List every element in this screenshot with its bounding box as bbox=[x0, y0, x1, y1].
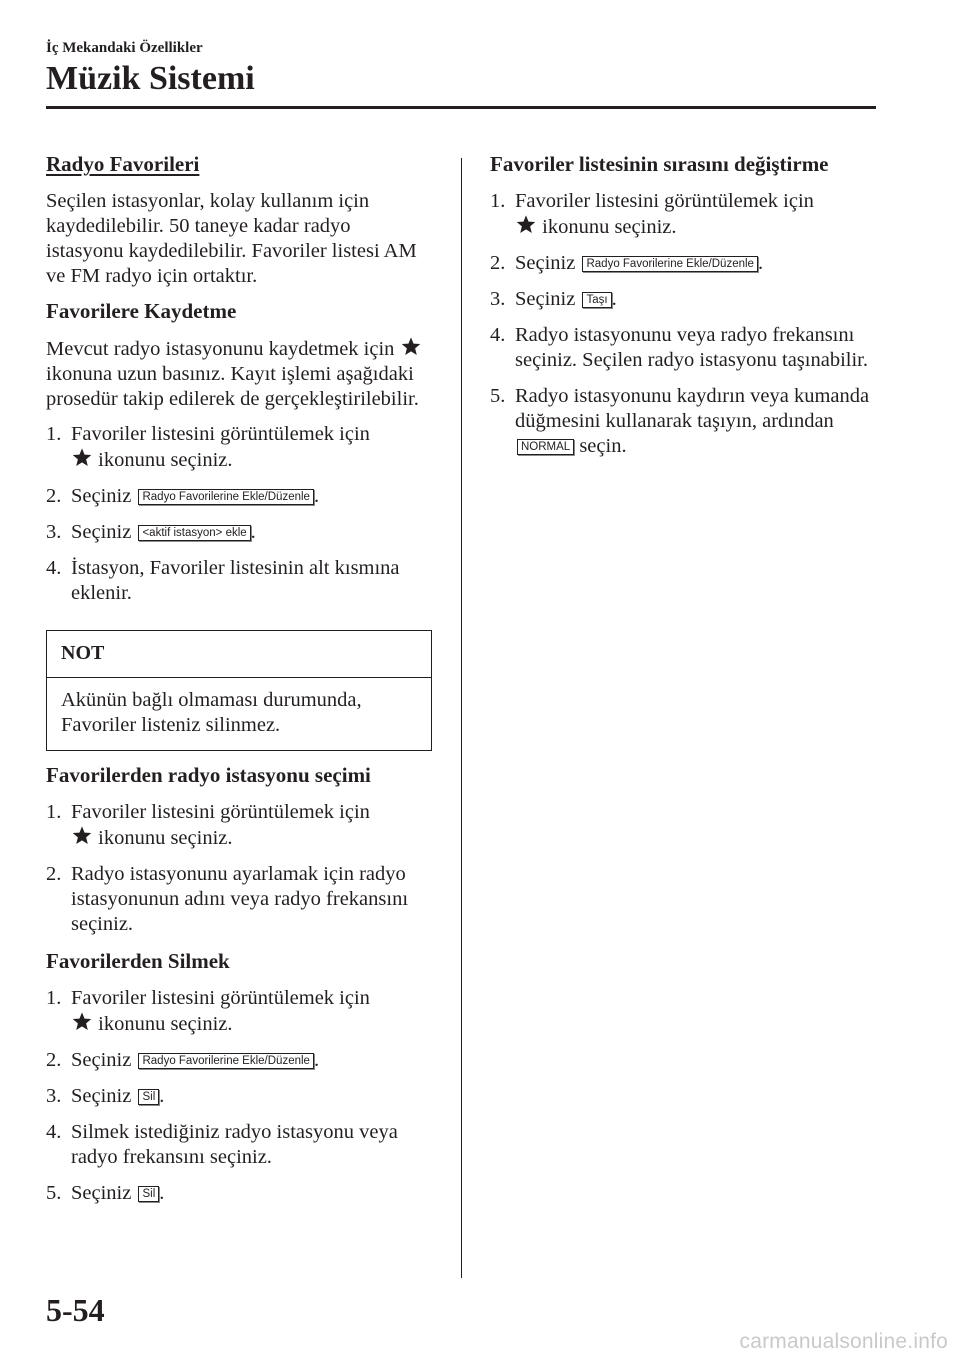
page-title: Müzik Sistemi bbox=[46, 60, 255, 97]
add-active-station-button[interactable]: <aktif istasyon> ekle bbox=[138, 525, 250, 541]
list-item bbox=[46, 862, 432, 937]
step-number: 4. bbox=[46, 557, 62, 579]
list-item: 2. Seçiniz Radyo Favorilerine Ekle/Düzenle . bbox=[490, 252, 764, 274]
header-rule bbox=[46, 106, 876, 109]
subheading-reorder: Favoriler listesinin sırasını değiştirme bbox=[490, 152, 829, 176]
step-text: Radyo istasyonunu veya radyo frekansını seçiniz. Seçilen radyo istasyonu taşınabilir. bbox=[515, 324, 868, 371]
step-number: 3. bbox=[490, 288, 506, 310]
step-number: 1. bbox=[46, 801, 62, 823]
step-text: Seçiniz bbox=[71, 521, 132, 543]
list-item: 3. Seçiniz Sil . bbox=[46, 1085, 165, 1107]
step-text: seçin. bbox=[579, 435, 627, 457]
list-item bbox=[46, 422, 432, 473]
delete-steps bbox=[46, 986, 432, 1206]
section-heading-radio-favorites: Radyo Favorileri bbox=[46, 152, 200, 176]
save-steps bbox=[46, 422, 432, 606]
step-text: ikonunu seçiniz. bbox=[542, 216, 677, 238]
step-text: Seçiniz bbox=[71, 1085, 132, 1107]
list-item bbox=[490, 323, 890, 373]
list-item: 3. Seçiniz <aktif istasyon> ekle . bbox=[46, 521, 256, 543]
step-number: 5. bbox=[46, 1182, 62, 1204]
subheading-select: Favorilerden radyo istasyonu seçimi bbox=[46, 763, 371, 787]
delete-button[interactable]: Sil bbox=[138, 1186, 159, 1202]
page-number: 5-54 bbox=[46, 1292, 105, 1328]
list-item bbox=[46, 556, 432, 606]
intro-paragraph: Seçilen istasyonlar, kolay kullanım için kaydedilebilir. 50 taneye kadar radyo istasyonu kaydedilebilir. Favoriler listesi AM ve FM radyo için ortaktır. bbox=[46, 190, 417, 287]
section-label: İç Mekandaki Özellikler bbox=[46, 40, 203, 56]
list-item: 2. Seçiniz Radyo Favorilerine Ekle/Düzenle . bbox=[46, 1049, 320, 1071]
step-text: Favoriler listesini görüntülemek için bbox=[71, 423, 370, 445]
step-text: Seçiniz bbox=[515, 252, 576, 274]
step-number: 2. bbox=[46, 863, 62, 885]
radio-favorites-edit-button[interactable]: Radyo Favorilerine Ekle/Düzenle bbox=[138, 1053, 313, 1069]
list-item bbox=[490, 384, 890, 459]
subheading-delete: Favorilerden Silmek bbox=[46, 949, 230, 973]
star-icon bbox=[400, 336, 422, 357]
subheading-save: Favorilere Kaydetme bbox=[46, 299, 237, 323]
save-intro-text-b: ikonuna uzun basınız. Kayıt işlemi aşağıdaki prosedür takip edilerek de gerçekleştirilebilir. bbox=[46, 363, 419, 410]
column-divider bbox=[461, 158, 462, 1278]
save-intro-paragraph bbox=[46, 336, 432, 412]
step-text: Favoriler listesini görüntülemek için bbox=[515, 190, 814, 212]
step-number: 2. bbox=[46, 1049, 62, 1071]
note-box bbox=[46, 630, 432, 751]
step-number: 2. bbox=[46, 485, 62, 507]
step-text: Seçiniz bbox=[71, 1049, 132, 1071]
step-number: 3. bbox=[46, 521, 62, 543]
step-text: ikonunu seçiniz. bbox=[98, 1013, 233, 1035]
step-text: Radyo istasyonunu kaydırın veya kumanda düğmesini kullanarak taşıyın, ardından bbox=[515, 385, 870, 432]
step-text: Seçiniz bbox=[71, 485, 132, 507]
watermark: carmanualsonline.info bbox=[739, 1330, 948, 1353]
list-item bbox=[46, 986, 432, 1037]
star-icon bbox=[515, 214, 537, 235]
step-text: İstasyon, Favoriler listesinin alt kısmına eklenir. bbox=[71, 557, 400, 604]
left-column bbox=[46, 152, 432, 1218]
step-text: Favoriler listesini görüntülemek için bbox=[71, 987, 370, 1009]
step-number: 4. bbox=[46, 1121, 62, 1143]
radio-favorites-edit-button[interactable]: Radyo Favorilerine Ekle/Düzenle bbox=[582, 256, 757, 272]
step-number: 1. bbox=[46, 987, 62, 1009]
step-number: 2. bbox=[490, 252, 506, 274]
step-number: 3. bbox=[46, 1085, 62, 1107]
list-item: 2. Seçiniz Radyo Favorilerine Ekle/Düzenle . bbox=[46, 485, 320, 507]
step-text: Favoriler listesini görüntülemek için bbox=[71, 801, 370, 823]
step-text: Seçiniz bbox=[71, 1182, 132, 1204]
normal-button[interactable]: NORMAL bbox=[517, 439, 574, 455]
right-column bbox=[490, 152, 890, 471]
reorder-steps bbox=[490, 189, 890, 459]
list-item bbox=[490, 189, 890, 240]
radio-favorites-edit-button[interactable]: Radyo Favorilerine Ekle/Düzenle bbox=[138, 489, 313, 505]
note-title: NOT bbox=[47, 631, 431, 678]
step-number: 1. bbox=[46, 423, 62, 445]
step-number: 4. bbox=[490, 324, 506, 346]
star-icon bbox=[71, 825, 93, 846]
move-button[interactable]: Taşı bbox=[582, 292, 611, 308]
step-number: 1. bbox=[490, 190, 506, 212]
save-intro-text-a: Mevcut radyo istasyonunu kaydetmek için bbox=[46, 338, 395, 360]
step-text: Radyo istasyonunu ayarlamak için radyo istasyonunun adını veya radyo frekansını seçiniz. bbox=[71, 863, 409, 935]
step-text: Silmek istediğiniz radyo istasyonu veya radyo frekansını seçiniz. bbox=[71, 1121, 398, 1168]
list-item bbox=[46, 1120, 432, 1170]
star-icon bbox=[71, 1011, 93, 1032]
step-number: 5. bbox=[490, 385, 506, 407]
note-body: Akünün bağlı olmaması durumunda, Favoriler listeniz silinmez. bbox=[61, 689, 362, 736]
step-text: ikonunu seçiniz. bbox=[98, 827, 233, 849]
star-icon bbox=[71, 447, 93, 468]
list-item: 3. Seçiniz Taşı . bbox=[490, 288, 617, 310]
list-item: 5. Seçiniz Sil . bbox=[46, 1182, 165, 1204]
delete-button[interactable]: Sil bbox=[138, 1089, 159, 1105]
select-steps bbox=[46, 800, 432, 937]
list-item bbox=[46, 800, 432, 851]
step-text: Seçiniz bbox=[515, 288, 576, 310]
step-text: ikonunu seçiniz. bbox=[98, 449, 233, 471]
